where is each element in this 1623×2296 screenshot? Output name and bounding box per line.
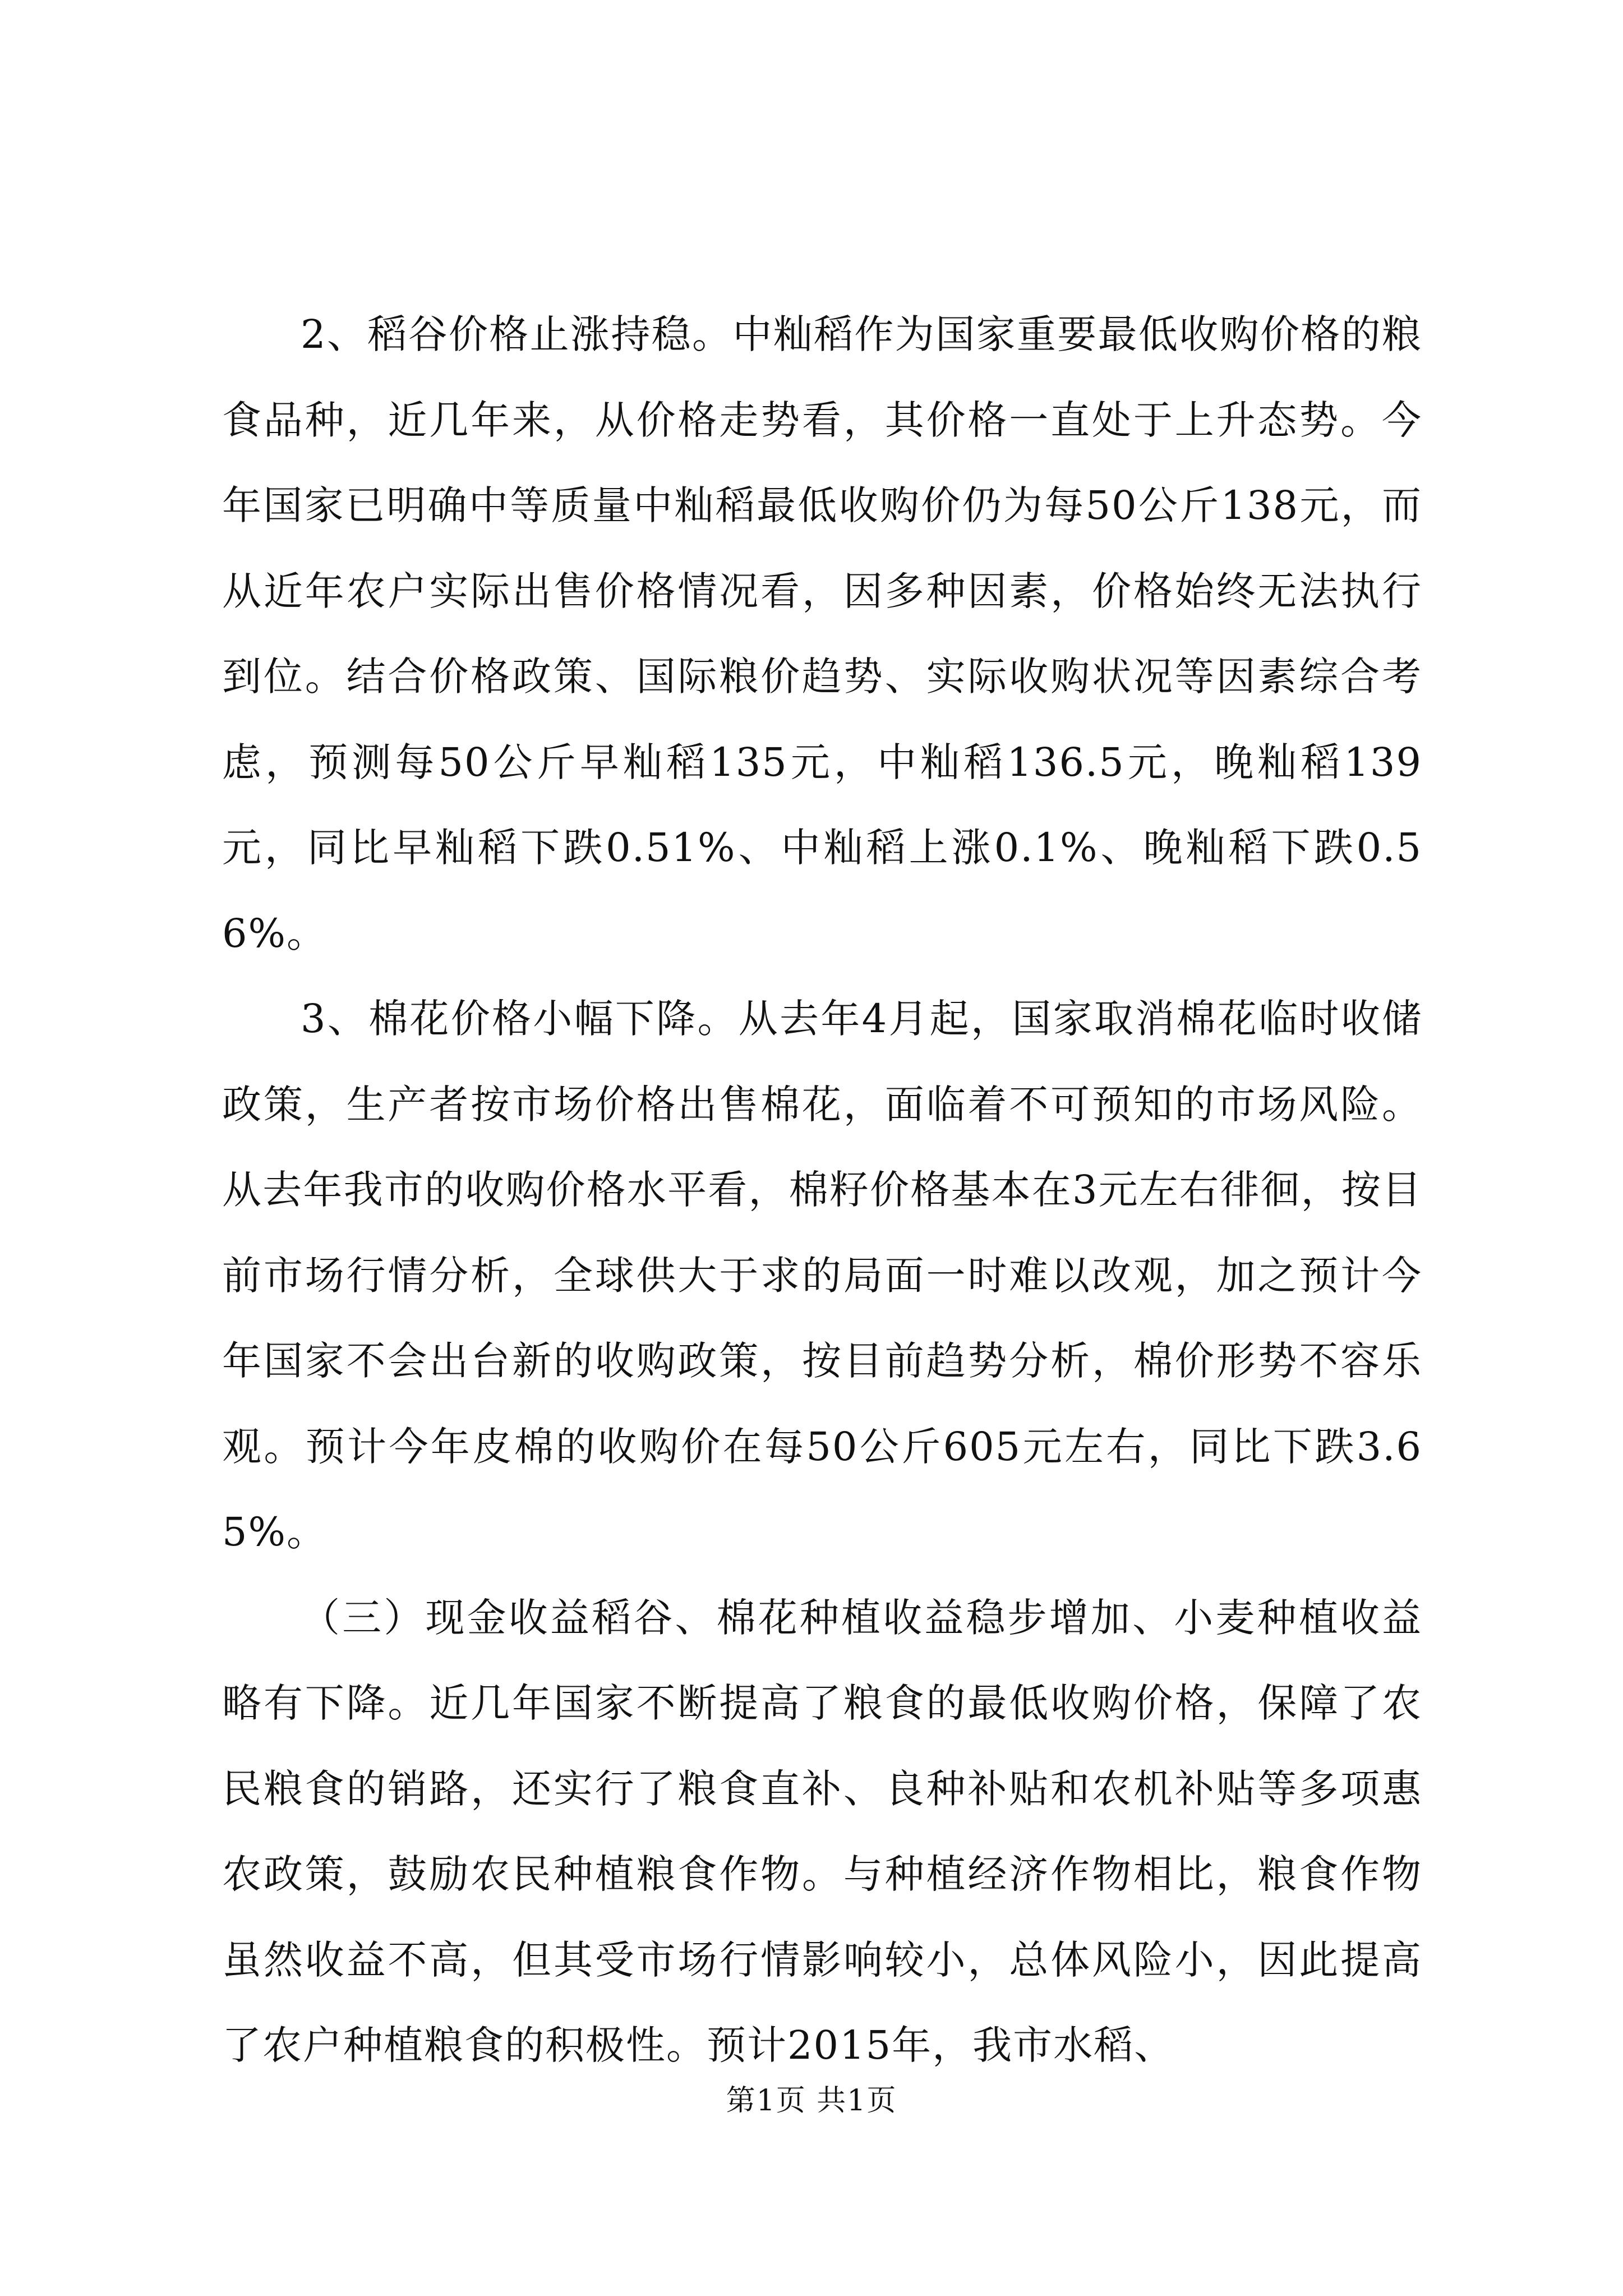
document-body [222, 292, 1422, 2088]
paragraph-rice-price: 2、稻谷价格止涨持稳。中籼稻作为国家重要最低收购价格的粮食品种，近几年来，从价格走势看，其价格一直处于上升态势。今年国家已明确中等质量中籼稻最低收购价仍为每50公斤138元，而从近年农户实际出售价格情况看，因多种因素，价格始终无法执行到位。结合价格政策、国际粮价趋势、实际收购状况等因素综合考虑，预测每50公斤早籼稻135元，中籼稻136.5元，晚籼稻139元，同比早籼稻下跌0.51%、中籼稻上涨0.1%、晚籼稻下跌0.56%。 [222, 311, 1422, 956]
paragraph-cotton-price: 3、棉花价格小幅下降。从去年4月起，国家取消棉花临时收储政策，生产者按市场价格出售棉花，面临着不可预知的市场风险。从去年我市的收购价格水平看，棉籽价格基本在3元左右徘徊，按目前市场行情分析，全球供大于求的局面一时难以改观，加之预计今年国家不会出台新的收购政策，按目前趋势分析，棉价形势不容乐观。预计今年皮棉的收购价在每50公斤605元左右，同比下跌3.65%。 [222, 996, 1422, 1555]
page-number-footer: 第1页 共1页 [726, 2084, 897, 2118]
paragraph-cash-income: （三）现金收益稻谷、棉花种植收益稳步增加、小麦种植收益略有下降。近几年国家不断提高了粮食的最低收购价格，保障了农民粮食的销路，还实行了粮食直补、良种补贴和农机补贴等多项惠农政策，鼓励农民种植粮食作物。与种植经济作物相比，粮食作物虽然收益不高，但其受市场行情影响较小，总体风险小，因此提高了农户种植粮食的积极性。预计2015年，我市水稻、 [222, 1594, 1422, 2068]
